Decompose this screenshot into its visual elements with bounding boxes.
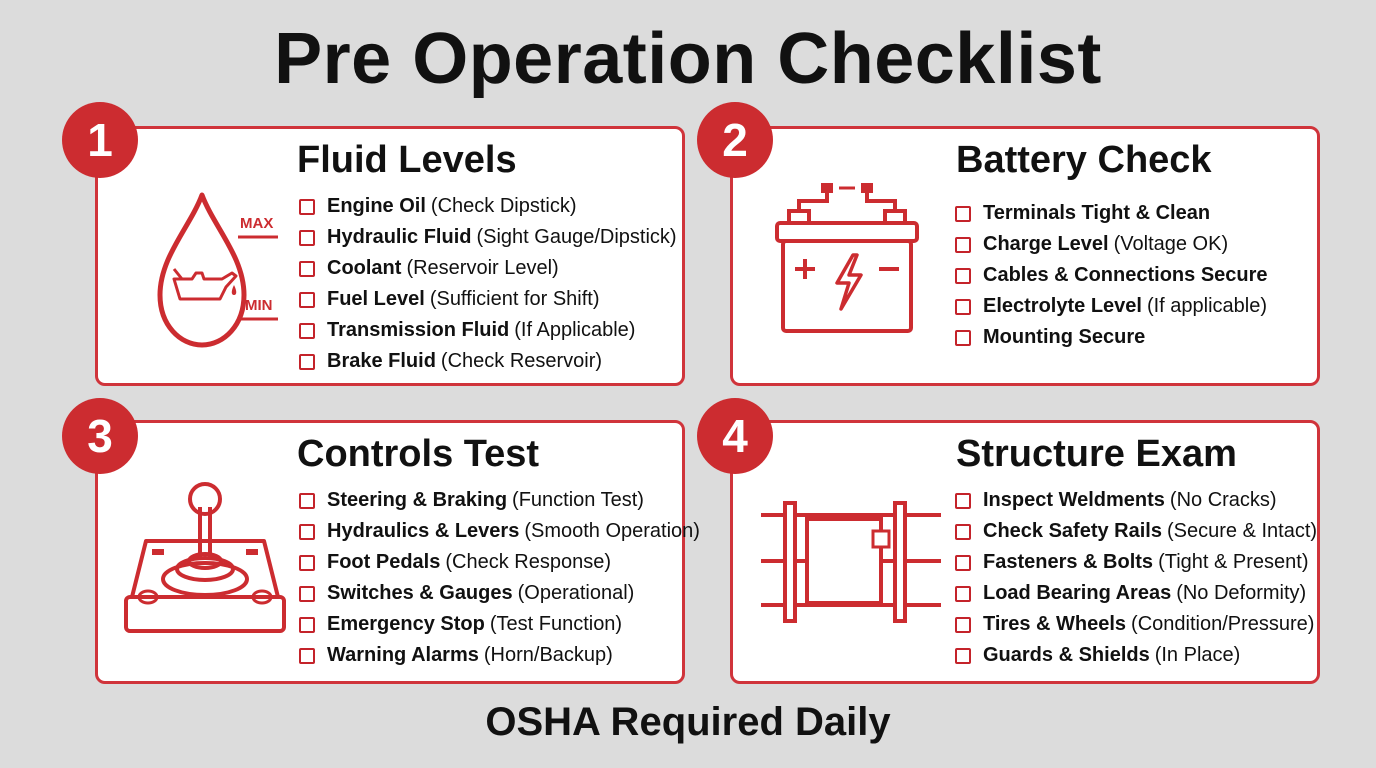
section-number-badge: 2 — [697, 102, 773, 178]
checkbox[interactable] — [955, 648, 971, 664]
checklist-item — [299, 516, 700, 547]
checkbox[interactable] — [955, 617, 971, 633]
item-note: (Test Function) — [489, 613, 623, 635]
oil-drop-gauge-icon — [130, 187, 290, 357]
checkbox[interactable] — [955, 299, 971, 315]
section-number-badge: 1 — [62, 102, 138, 178]
item-label: Inspect Weldments — [983, 489, 1165, 511]
item-label: Check Safety Rails — [983, 520, 1162, 542]
item-note: (Sight Gauge/Dipstick) — [476, 226, 677, 248]
item-label: Fasteners & Bolts — [983, 551, 1154, 573]
checklist-item — [299, 346, 677, 377]
item-label: Switches & Gauges — [327, 582, 513, 604]
checklist-item — [299, 191, 677, 222]
checkbox[interactable] — [299, 230, 315, 246]
checklist-item — [955, 322, 1273, 353]
checklist-item — [299, 640, 700, 671]
checklist — [299, 485, 700, 671]
item-label: Terminals Tight & Clean — [983, 202, 1211, 224]
page-title: Pre Operation Checklist — [274, 19, 1102, 99]
item-label: Tires & Wheels — [983, 613, 1127, 635]
item-label: Engine Oil — [327, 195, 426, 217]
checkbox[interactable] — [299, 323, 315, 339]
checklist-item — [955, 547, 1317, 578]
section-title: Battery Check — [956, 139, 1212, 181]
checklist-item — [299, 253, 677, 284]
item-label: Steering & Braking — [327, 489, 508, 511]
section-number-badge: 4 — [697, 398, 773, 474]
checkbox[interactable] — [955, 330, 971, 346]
item-note: (Condition/Pressure) — [1131, 613, 1315, 635]
checklist — [955, 485, 1317, 671]
joystick-icon — [120, 479, 290, 639]
min-label: MIN — [245, 297, 273, 314]
item-label: Foot Pedals — [327, 551, 441, 573]
checkbox[interactable] — [299, 261, 315, 277]
checklist-item — [955, 485, 1317, 516]
item-label: Transmission Fluid — [327, 319, 510, 341]
checklist-item — [299, 578, 700, 609]
checkbox[interactable] — [955, 524, 971, 540]
item-label: Load Bearing Areas — [983, 582, 1172, 604]
checklist-item — [955, 260, 1273, 291]
item-note: (Secure & Intact) — [1166, 520, 1318, 542]
item-note: (Reservoir Level) — [406, 257, 559, 279]
item-note: (If applicable) — [1146, 295, 1268, 317]
checklist-item — [299, 222, 677, 253]
section-title: Controls Test — [297, 433, 540, 475]
item-note: (Horn/Backup) — [483, 644, 613, 666]
item-label: Guards & Shields — [983, 644, 1150, 666]
item-note: (Check Reservoir) — [440, 350, 603, 372]
checklist-item — [299, 609, 700, 640]
checkbox[interactable] — [299, 493, 315, 509]
checkbox[interactable] — [299, 292, 315, 308]
item-note: (Tight & Present) — [1158, 551, 1309, 573]
item-label: Emergency Stop — [327, 613, 485, 635]
checkbox[interactable] — [955, 206, 971, 222]
item-label: Electrolyte Level — [983, 295, 1142, 317]
item-note: (In Place) — [1154, 644, 1241, 666]
item-note: (Operational) — [517, 582, 635, 604]
checkbox[interactable] — [299, 524, 315, 540]
checkbox[interactable] — [299, 555, 315, 571]
battery-icon — [767, 179, 927, 339]
checklist-item — [955, 229, 1273, 260]
checklist — [955, 198, 1273, 353]
checkbox[interactable] — [955, 237, 971, 253]
item-note: (No Cracks) — [1169, 489, 1277, 511]
checklist-item — [955, 609, 1317, 640]
item-note: (Check Dipstick) — [430, 195, 577, 217]
checkbox[interactable] — [955, 268, 971, 284]
item-note: (Voltage OK) — [1113, 233, 1229, 255]
item-note: (Check Response) — [445, 551, 611, 573]
checkbox[interactable] — [299, 586, 315, 602]
checklist — [299, 191, 677, 377]
section-title: Fluid Levels — [297, 139, 517, 181]
checkbox[interactable] — [955, 586, 971, 602]
max-label: MAX — [240, 215, 274, 232]
item-label: Warning Alarms — [327, 644, 479, 666]
checkbox[interactable] — [299, 199, 315, 215]
item-note: (Smooth Operation) — [524, 520, 700, 542]
checklist-item — [955, 291, 1273, 322]
checklist-item — [955, 516, 1317, 547]
item-label: Cables & Connections Secure — [983, 264, 1268, 286]
structure-frame-icon — [761, 501, 941, 631]
checklist-item — [955, 578, 1317, 609]
checkbox[interactable] — [299, 354, 315, 370]
item-note: (If Applicable) — [514, 319, 636, 341]
item-label: Charge Level — [983, 233, 1109, 255]
checklist-item — [299, 315, 677, 346]
checkbox[interactable] — [299, 648, 315, 664]
checklist-item — [299, 485, 700, 516]
checkbox[interactable] — [955, 493, 971, 509]
item-label: Coolant — [327, 257, 402, 279]
checklist-item — [955, 198, 1273, 229]
item-label: Brake Fluid — [327, 350, 436, 372]
checkbox[interactable] — [299, 617, 315, 633]
section-number-badge: 3 — [62, 398, 138, 474]
checklist-item — [299, 547, 700, 578]
checklist-item — [955, 640, 1317, 671]
checklist-item — [299, 284, 677, 315]
footer-note: OSHA Required Daily — [485, 700, 891, 744]
item-label: Hydraulics & Levers — [327, 520, 520, 542]
item-label: Mounting Secure — [983, 326, 1146, 348]
item-note: (Function Test) — [512, 489, 644, 511]
checkbox[interactable] — [955, 555, 971, 571]
item-label: Hydraulic Fluid — [327, 226, 472, 248]
section-title: Structure Exam — [956, 433, 1237, 475]
item-label: Fuel Level — [327, 288, 425, 310]
item-note: (Sufficient for Shift) — [429, 288, 600, 310]
item-note: (No Deformity) — [1176, 582, 1307, 604]
